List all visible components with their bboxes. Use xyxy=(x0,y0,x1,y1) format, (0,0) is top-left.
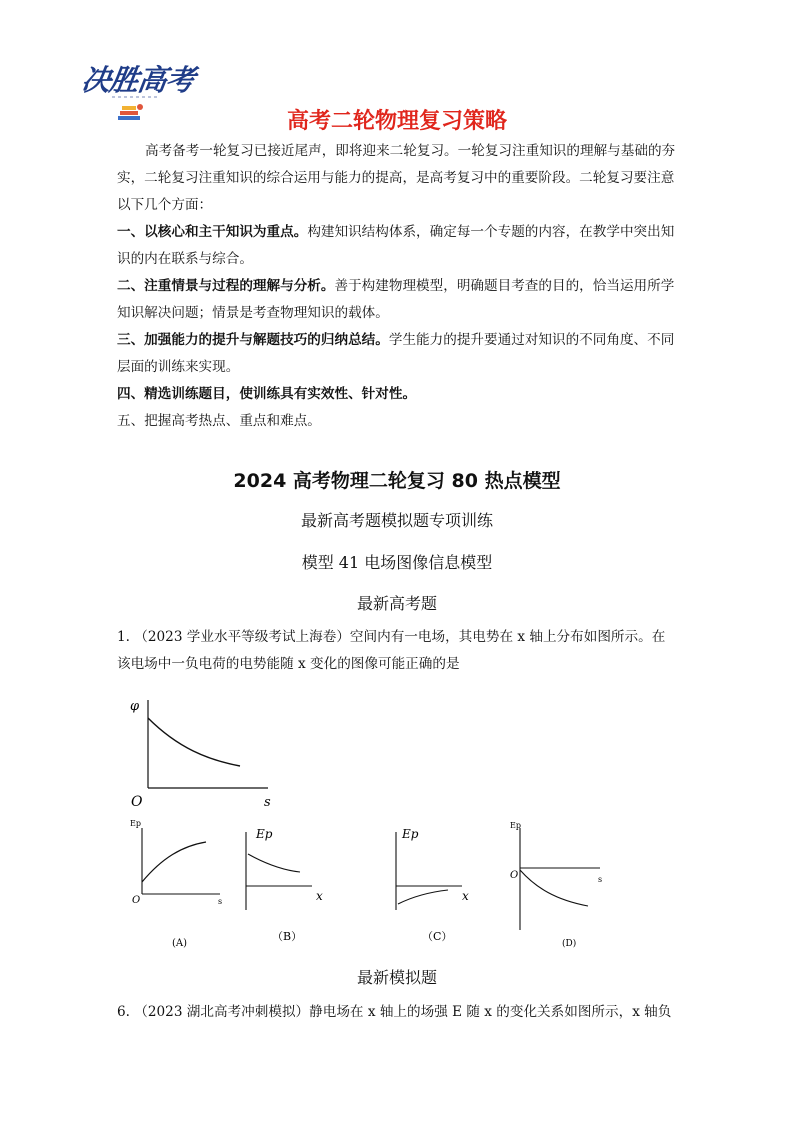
point-1 xyxy=(117,219,677,273)
figure-c xyxy=(380,818,480,948)
figure-c-x-label: x xyxy=(462,889,469,903)
point-3-text: 学生能力的提升要通过对知识的不同角度、不同层面的训练来实现。 xyxy=(117,332,675,376)
point-3 xyxy=(117,327,677,381)
figure-d-origin: O xyxy=(510,870,519,881)
intro-paragraph: 高考备考一轮复习已接近尾声，即将迎来二轮复习。一轮复习注重知识的理解与基础的夯实，二轮复习注重知识的综合运用与能力的提高，是高考复习中的重要阶段。二轮复习要注意以下几个方面： xyxy=(117,143,676,214)
figure-b-y-label: Ep xyxy=(256,827,273,841)
subtitle: 最新高考题模拟题专项训练 xyxy=(300,511,493,530)
figure-a-y-label: Ep xyxy=(130,819,141,828)
point-4-heading: 四、精选训练题目，使训练具有实效性、针对性。 xyxy=(117,386,417,402)
figure-a-x-label: s xyxy=(218,897,223,906)
figure-a-caption: (A) xyxy=(172,938,188,949)
figure-d-y-label: Ep xyxy=(510,821,521,830)
figure-main-origin: O xyxy=(131,794,143,810)
point-1-heading: 一、以核心和主干知识为重点。 xyxy=(117,224,308,240)
point-1-text: 构建知识结构体系，确定每一个专题的内容，在教学中突出知识的内在联系与综合。 xyxy=(117,224,675,268)
exam-heading: 最新高考题 xyxy=(356,594,437,613)
figure-c-caption: （C） xyxy=(422,930,453,943)
figure-c-curve xyxy=(398,890,448,904)
figure-a xyxy=(126,816,226,954)
figure-main-x-label: s xyxy=(264,795,271,810)
figure-main-curve xyxy=(148,718,240,766)
figure-a-curve xyxy=(142,842,206,882)
logo-decoration xyxy=(112,94,158,100)
point-2 xyxy=(117,273,677,327)
figure-b-caption: （B） xyxy=(272,930,303,943)
mock-heading: 最新模拟题 xyxy=(356,968,437,987)
figure-b-x-label: x xyxy=(316,889,323,903)
section-title: 2024 高考物理二轮复习 80 热点模型 xyxy=(233,470,561,492)
figure-d-curve xyxy=(520,870,588,906)
main-title: 高考二轮物理复习策略 xyxy=(286,109,507,134)
figure-c-y-label: Ep xyxy=(402,827,419,841)
question-6: 6. （2023 湖北高考冲刺模拟）静电场在 x 轴上的场强 E 随 x 的变化关系如图所示，x 轴负 xyxy=(117,1004,672,1020)
figure-b xyxy=(230,818,330,948)
figure-d xyxy=(504,816,614,954)
point-3-heading: 三、加强能力的提升与解题技巧的归纳总结。 xyxy=(117,332,389,348)
point-2-text: 善于构建物理模型，明确题目考查的目的，恰当运用所学知识解决问题；情景是考查物理知识的载体。 xyxy=(117,278,675,322)
figure-d-x-label: s xyxy=(598,875,603,884)
point-5 xyxy=(117,408,677,435)
logo-text: 决胜高考 xyxy=(79,63,197,97)
model-title: 模型 41 电场图像信息模型 xyxy=(301,553,493,572)
figure-main xyxy=(128,690,288,812)
question-1: 1. （2023 学业水平等级考试上海卷）空间内有一电场，其电势在 x 轴上分布如图所示。在该电场中一负电荷的电势能随 x 变化的图像可能正确的是 xyxy=(117,629,666,673)
figure-b-curve xyxy=(248,854,300,872)
point-2-heading: 二、注重情景与过程的理解与分析。 xyxy=(117,278,335,294)
figure-a-origin: O xyxy=(132,895,141,906)
point-4 xyxy=(117,381,677,408)
point-5-text: 五、把握高考热点、重点和难点。 xyxy=(117,413,321,429)
figure-d-caption: (D) xyxy=(562,939,577,949)
figure-main-y-label: φ xyxy=(130,699,140,714)
